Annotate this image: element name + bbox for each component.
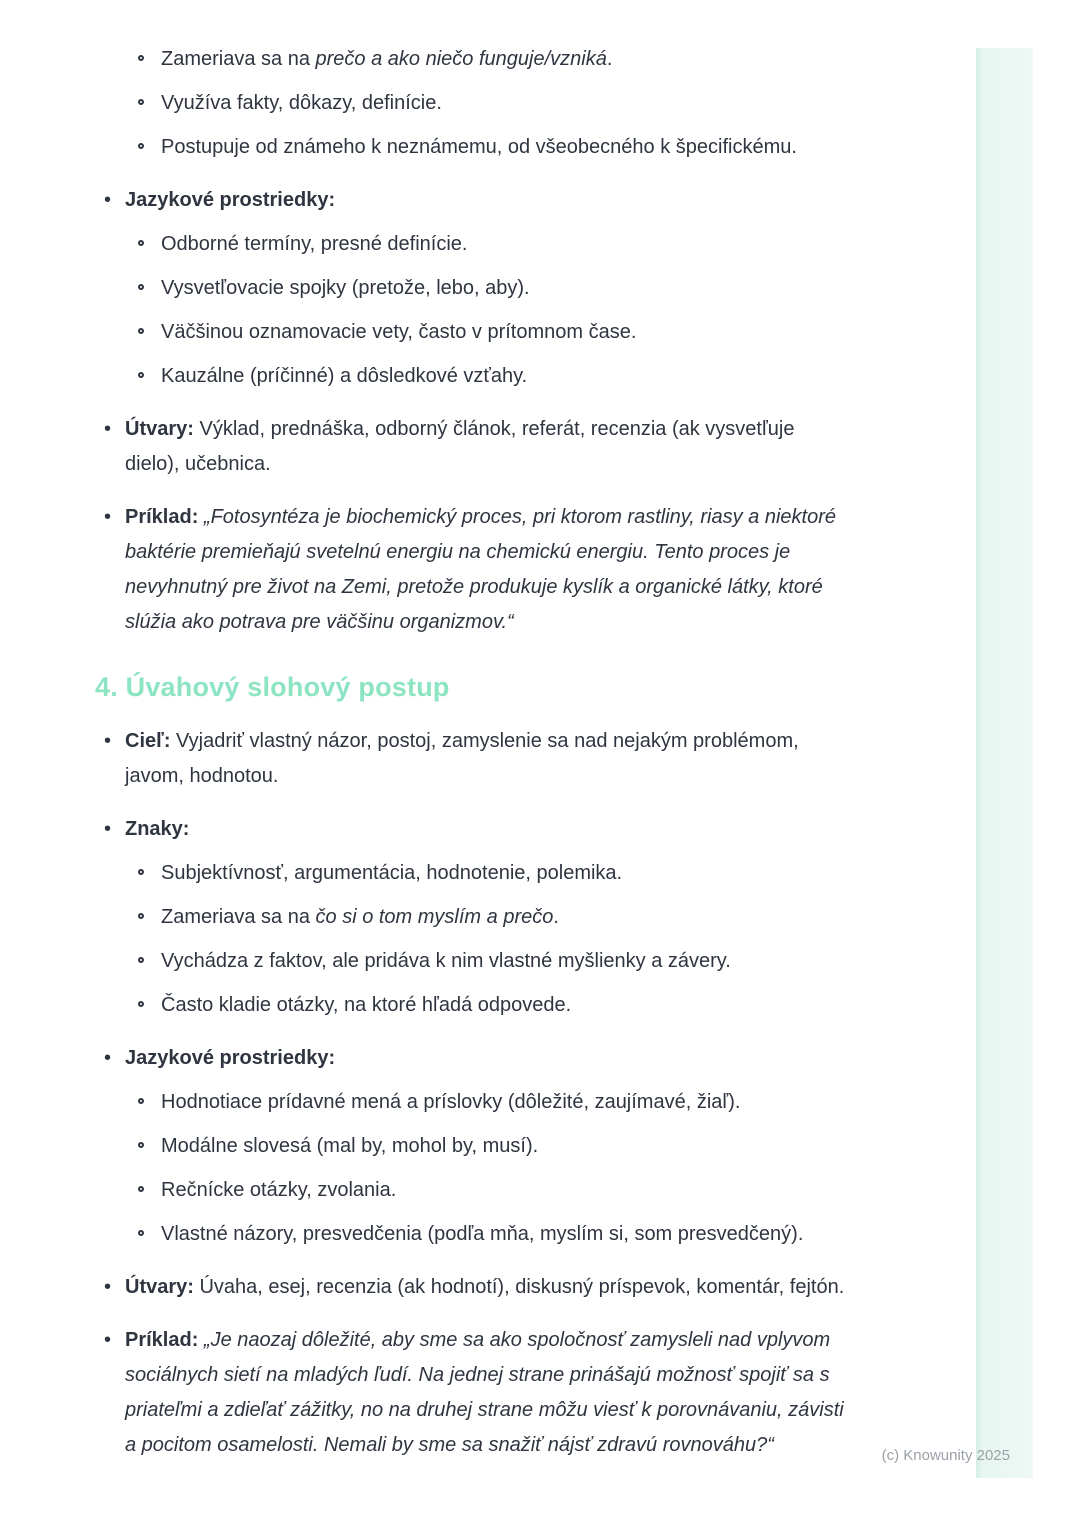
circle-bullet-icon xyxy=(137,359,161,394)
circle-icon xyxy=(138,1142,144,1148)
bullet-icon: • xyxy=(104,418,112,440)
list-item-text xyxy=(161,944,846,979)
list-item xyxy=(137,86,846,121)
list-item-text xyxy=(161,86,846,121)
circle-icon xyxy=(138,55,144,61)
list-item-text xyxy=(125,1323,846,1463)
list-item-text xyxy=(161,271,846,306)
circle-icon xyxy=(138,869,144,875)
list-item-text xyxy=(161,315,846,350)
text-segment: Využíva fakty, dôkazy, definície. xyxy=(161,92,442,114)
circle-bullet-icon xyxy=(137,900,161,935)
circle-icon xyxy=(138,372,144,378)
list-item-text xyxy=(125,412,846,482)
list-item-text xyxy=(161,1129,846,1164)
list-item xyxy=(104,1041,846,1076)
circle-icon xyxy=(138,913,144,919)
list-item xyxy=(137,1173,846,1208)
circle-icon xyxy=(138,143,144,149)
list-item xyxy=(137,130,846,165)
text-segment: Cieľ: xyxy=(125,730,171,752)
circle-icon xyxy=(138,1230,144,1236)
list-item xyxy=(137,988,846,1023)
bullet-icon: • xyxy=(104,1329,112,1351)
text-segment: Príklad: xyxy=(125,506,199,528)
list-item-text xyxy=(161,1173,846,1208)
list-item-text xyxy=(161,900,846,935)
circle-icon xyxy=(138,1001,144,1007)
text-segment: čo si o tom myslím a prečo xyxy=(315,906,554,928)
text-segment: Postupuje od známeho k neznámemu, od všeobecného k špecifickému. xyxy=(161,136,797,158)
text-segment: Vlastné názory, presvedčenia (podľa mňa, myslím si, som presvedčený). xyxy=(161,1223,804,1245)
bullet-icon: • xyxy=(104,189,112,211)
circle-bullet-icon xyxy=(137,42,161,77)
circle-bullet-icon xyxy=(137,1173,161,1208)
circle-icon xyxy=(138,957,144,963)
list-item xyxy=(137,227,846,262)
bullet-icon: • xyxy=(104,1047,112,1069)
list-item xyxy=(137,856,846,891)
list-item xyxy=(137,42,846,77)
text-segment: Kauzálne (príčinné) a dôsledkové vzťahy. xyxy=(161,365,528,387)
list-item-text xyxy=(161,1085,846,1120)
list-item-text xyxy=(125,724,846,794)
document-body xyxy=(95,42,846,1463)
circle-bullet-icon xyxy=(137,988,161,1023)
list-item-text xyxy=(125,1270,846,1305)
text-segment: Rečnícke otázky, zvolania. xyxy=(161,1179,397,1201)
list-item xyxy=(137,1129,846,1164)
circle-bullet-icon xyxy=(137,130,161,165)
text-segment: Útvary: xyxy=(125,418,194,440)
text-segment: „Fotosyntéza je biochemický proces, pri ktorom rastliny, riasy a niektoré baktérie premieňajú svetelnú energiu na chemickú energiu. Tento proces je nevyhnutný pre život na Zemi, pretože produkuje kyslík a organické látky, ktoré slúžia ako potrava pre väčšinu organizmov.“ xyxy=(125,506,837,633)
text-segment: Útvary: xyxy=(125,1276,194,1298)
circle-bullet-icon xyxy=(137,856,161,891)
circle-bullet-icon xyxy=(137,1129,161,1164)
list-item-text xyxy=(161,988,846,1023)
text-segment: . xyxy=(553,906,559,928)
list-item-text xyxy=(161,1217,846,1252)
section-heading: 4. Úvahový slohový postup xyxy=(95,672,450,702)
circle-icon xyxy=(138,240,144,246)
list-item xyxy=(104,1270,846,1305)
text-segment: Výklad, prednáška, odborný článok, referát, recenzia (ak vysvetľuje dielo), učebnica. xyxy=(125,418,795,475)
text-segment: „Je naozaj dôležité, aby sme sa ako spoločnosť zamysleli nad vplyvom sociálnych sietí na mladých ľudí. Na jednej strane prinášajú možnosť spojiť sa s priateľmi a zdieľať zážitky, no na druhej strane môžu viesť k porovnávaniu, závisti a pocitom osamelosti. Nemali by sme sa snažiť nájsť zdravú rovnováhu?“ xyxy=(125,1329,844,1456)
text-segment: Hodnotiace prídavné mená a príslovky (dôležité, zaujímavé, žiaľ). xyxy=(161,1091,741,1113)
circle-icon xyxy=(138,1186,144,1192)
decorative-stripe xyxy=(976,48,1033,1478)
list-item-text xyxy=(161,359,846,394)
text-segment: Subjektívnosť, argumentácia, hodnotenie, polemika. xyxy=(161,862,623,884)
text-segment: Jazykové prostriedky: xyxy=(125,1047,336,1069)
circle-bullet-icon xyxy=(137,227,161,262)
watermark-text: (c) Knowunity 2025 xyxy=(881,1447,1010,1464)
list-item-text xyxy=(161,856,846,891)
text-segment: Väčšinou oznamovacie vety, často v prítomnom čase. xyxy=(161,321,637,343)
text-segment: . xyxy=(606,48,613,70)
text-segment: Vychádza z faktov, ale pridáva k nim vlastné myšlienky a závery. xyxy=(161,950,731,972)
circle-icon xyxy=(138,328,144,334)
circle-icon xyxy=(138,99,144,105)
list-item xyxy=(104,412,846,482)
text-segment: Znaky: xyxy=(125,818,190,840)
list-item xyxy=(137,315,846,350)
list-item xyxy=(137,271,846,306)
text-segment: prečo a ako niečo funguje/vzniká xyxy=(315,48,607,70)
list-item-text xyxy=(125,1041,846,1076)
text-segment: Zameriava sa na xyxy=(161,906,316,928)
list-item xyxy=(104,1323,846,1463)
list-item-text xyxy=(161,130,846,165)
circle-bullet-icon xyxy=(137,944,161,979)
list-item xyxy=(137,1217,846,1252)
text-segment: Odborné termíny, presné definície. xyxy=(161,233,468,255)
text-segment: Príklad: xyxy=(125,1329,199,1351)
circle-bullet-icon xyxy=(137,271,161,306)
text-segment: Úvaha, esej, recenzia (ak hodnotí), diskusný príspevok, komentár, fejtón. xyxy=(193,1276,845,1298)
circle-bullet-icon xyxy=(137,1085,161,1120)
text-segment: Vyjadriť vlastný názor, postoj, zamyslenie sa nad nejakým problémom, javom, hodnotou. xyxy=(125,730,799,787)
list-item xyxy=(104,724,846,794)
bullet-icon: • xyxy=(104,730,112,752)
list-item xyxy=(104,183,846,218)
circle-bullet-icon xyxy=(137,1217,161,1252)
circle-bullet-icon xyxy=(137,86,161,121)
list-item-text xyxy=(125,812,846,847)
list-item xyxy=(137,359,846,394)
bullet-icon: • xyxy=(104,506,112,528)
list-item-text xyxy=(161,227,846,262)
text-segment: Jazykové prostriedky: xyxy=(125,189,336,211)
bullet-icon: • xyxy=(104,818,112,840)
list-item xyxy=(137,944,846,979)
list-item xyxy=(104,500,846,640)
text-segment: Modálne slovesá (mal by, mohol by, musí). xyxy=(161,1135,539,1157)
circle-icon xyxy=(138,284,144,290)
text-segment: Často kladie otázky, na ktoré hľadá odpovede. xyxy=(161,994,572,1016)
list-item-text xyxy=(125,500,846,640)
bullet-icon: • xyxy=(104,1276,112,1298)
circle-bullet-icon xyxy=(137,315,161,350)
list-item-text xyxy=(161,42,846,77)
list-item xyxy=(104,812,846,847)
list-item-text xyxy=(125,183,846,218)
list-item xyxy=(137,1085,846,1120)
circle-icon xyxy=(138,1098,144,1104)
text-segment: Zameriava sa na xyxy=(161,48,316,70)
list-item xyxy=(137,900,846,935)
text-segment: Vysvetľovacie spojky (pretože, lebo, aby). xyxy=(161,277,530,299)
